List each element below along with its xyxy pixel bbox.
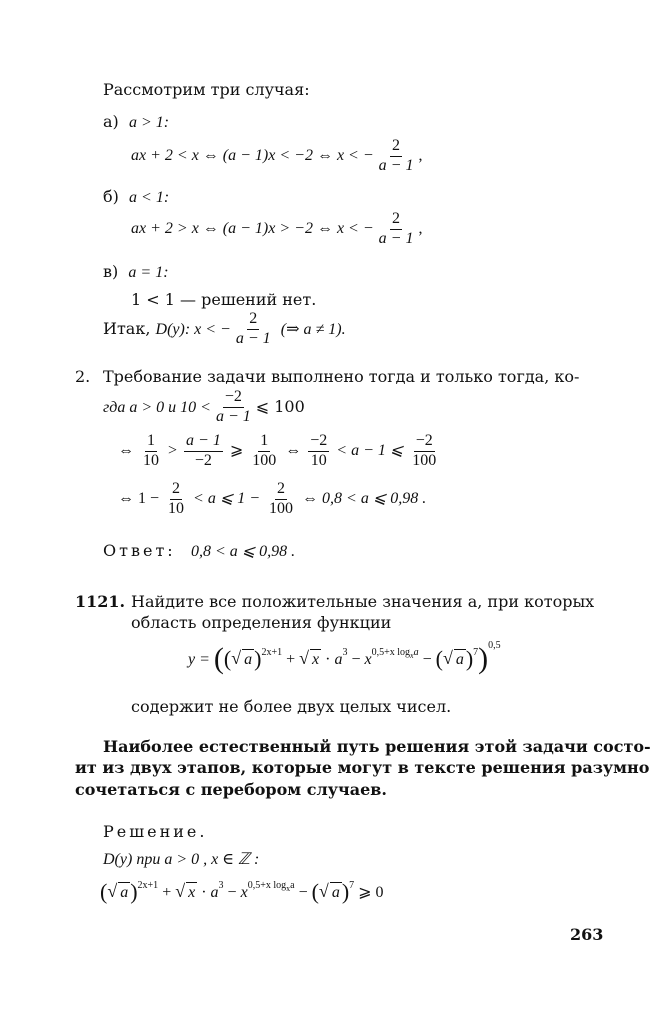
l3-f5-num: −2 xyxy=(414,433,435,452)
l3-f2-den: −2 xyxy=(194,451,212,469)
case-b-chain: ax + 2 > x ⇔ (a − 1)x > −2 ⇔ x < − xyxy=(131,219,374,237)
case-a-label: а) xyxy=(103,112,119,131)
l3-arrow2: ⇔ xyxy=(285,441,302,459)
intro-text: Рассмотрим три случая: xyxy=(103,80,310,99)
solution-label: Решение. xyxy=(103,822,208,841)
problem-line3: содержит не более двух целых чисел. xyxy=(131,697,452,716)
l4-frac2 xyxy=(267,481,295,518)
problem-line2: область определения функции xyxy=(131,613,392,632)
l4-f1-den: 10 xyxy=(168,499,185,517)
l3-frac2 xyxy=(184,433,223,470)
l3-op2: ⩾ xyxy=(229,441,244,459)
case-b-inequality xyxy=(131,211,422,248)
itak-line xyxy=(103,311,346,348)
formula-prefix: y = xyxy=(188,651,210,668)
case-b-header xyxy=(103,187,169,208)
case-b-num: 2 xyxy=(390,211,402,230)
solution-inequality: (√ a)$^{2x+1}$ + √ $x \cdot a^3 - x^{0,5+x log_xa}$ − (√ a)$^7$ ⩾ 0 xyxy=(100,879,384,904)
solution-line1: D(y) при a > 0 , x ∈ ℤ : xyxy=(103,851,260,868)
formula-exp-3-arg: a xyxy=(413,647,419,658)
solution-exp-2: 3 xyxy=(218,880,224,891)
item2-line2-post: ⩽ 100 xyxy=(255,396,305,416)
case-b-fraction xyxy=(377,211,416,248)
page-number: 263 xyxy=(570,925,604,944)
l3-f3-den: 100 xyxy=(252,451,277,469)
answer-value: 0,8 < a ⩽ 0,98 . xyxy=(190,543,296,560)
item2-line1: Требование задачи выполнено тогда и только тогда, ко- xyxy=(103,367,580,386)
formula-exp-5: 0,5 xyxy=(488,640,501,651)
formula-exp-4: 7 xyxy=(473,647,479,658)
itak-domain: D(y): x < − xyxy=(155,320,231,338)
formula-exp-2: 3 xyxy=(342,647,348,658)
case-a-chain: ax + 2 < x ⇔ (a − 1)x < −2 ⇔ x < − xyxy=(131,146,374,164)
itak-post: (⇒ a ≠ 1). xyxy=(280,320,346,338)
itak-num: 2 xyxy=(247,311,259,330)
l4-post: ⇔ 0,8 < a ⩽ 0,98 . xyxy=(302,489,427,507)
l3-f3-num: 1 xyxy=(258,433,270,452)
itak-prefix: Итак, xyxy=(103,318,156,338)
case-c-header xyxy=(103,262,169,283)
item2-line2-pre: гда a > 0 и 10 < xyxy=(103,398,211,416)
l3-frac5 xyxy=(410,433,438,470)
case-a-header xyxy=(103,112,169,133)
case-a-condition: a > 1: xyxy=(128,114,170,131)
item2-number: 2. xyxy=(75,367,91,386)
case-a-inequality xyxy=(131,138,422,175)
item2-line4 xyxy=(118,481,426,518)
case-b-den: a − 1 xyxy=(378,229,414,247)
formula-exp-3-base: x xyxy=(410,651,414,660)
l3-f2-num: a − 1 xyxy=(184,433,223,452)
comment-line1: Наиболее естественный путь решения этой задачи состо- xyxy=(103,737,651,756)
solution-exp-3-base: x xyxy=(286,884,291,893)
formula-exp-3: 0,5+x log xyxy=(371,647,411,658)
case-a-num: 2 xyxy=(390,138,402,157)
l3-f1-den: 10 xyxy=(143,451,159,469)
l4-frac1 xyxy=(166,481,186,518)
case-b-label: б) xyxy=(103,187,119,206)
problem-formula: y = ((√ a)$^{2x+1}$ + √ $x \cdot a^3 - x^{0,5+x log_xa}$ − (√ a)$^7$)$^{0,5}$ xyxy=(188,640,501,675)
comment-line2: ит из двух этапов, которые могут в тексте решения разумно xyxy=(75,758,650,777)
l3-f4-num: −2 xyxy=(308,433,329,452)
item2-line2-fraction xyxy=(214,389,253,426)
case-c-label: в) xyxy=(103,262,119,281)
problem-number: 1121. xyxy=(75,592,126,611)
solution-exp-1: 2x+1 xyxy=(137,880,159,891)
l3-f4-den: 10 xyxy=(310,451,327,469)
itak-den: a − 1 xyxy=(235,329,271,347)
l4-f2-num: 2 xyxy=(275,481,287,500)
itak-fraction xyxy=(234,311,273,348)
l4-pre: ⇔ 1 − xyxy=(118,489,160,507)
l3-f1-num: 1 xyxy=(145,433,157,452)
item2-line3 xyxy=(118,433,441,470)
formula-exp-1: 2x+1 xyxy=(261,647,283,658)
comment-line3: сочетаться с перебором случаев. xyxy=(75,780,387,799)
case-a-den: a − 1 xyxy=(378,156,414,174)
l3-op1: > xyxy=(168,441,178,459)
l3-arrow: ⇔ xyxy=(118,441,134,459)
l3-frac1 xyxy=(141,433,161,470)
case-c-condition: a = 1: xyxy=(128,264,169,281)
solution-exp-3: 0,5+x log xyxy=(247,880,287,891)
case-b-condition: a < 1: xyxy=(129,189,170,206)
l3-frac4 xyxy=(308,433,329,470)
case-a-fraction xyxy=(377,138,416,175)
l4-mid: < a ⩽ 1 − xyxy=(193,489,261,507)
item2-line2 xyxy=(103,389,305,426)
l4-f1-num: 2 xyxy=(170,481,182,500)
answer-label: Ответ: xyxy=(103,541,176,560)
item2-line2-den: a − 1 xyxy=(215,407,251,425)
l3-mid: < a − 1 ⩽ xyxy=(336,441,404,459)
l3-frac3 xyxy=(250,433,278,470)
solution-exp-3-arg: a xyxy=(290,880,295,891)
l3-f5-den: 100 xyxy=(412,451,437,469)
solution-tail: ⩾ 0 xyxy=(358,884,384,901)
l4-f2-den: 100 xyxy=(269,499,294,517)
case-b-tail: , xyxy=(418,219,423,237)
case-c-text: 1 < 1 — решений нет. xyxy=(131,290,317,309)
solution-exp-4: 7 xyxy=(349,880,355,891)
problem-line1: Найдите все положительные значения a, при которых xyxy=(131,592,595,611)
answer-line xyxy=(103,541,295,562)
case-a-tail: , xyxy=(418,146,423,164)
item2-line2-num: −2 xyxy=(223,389,244,408)
